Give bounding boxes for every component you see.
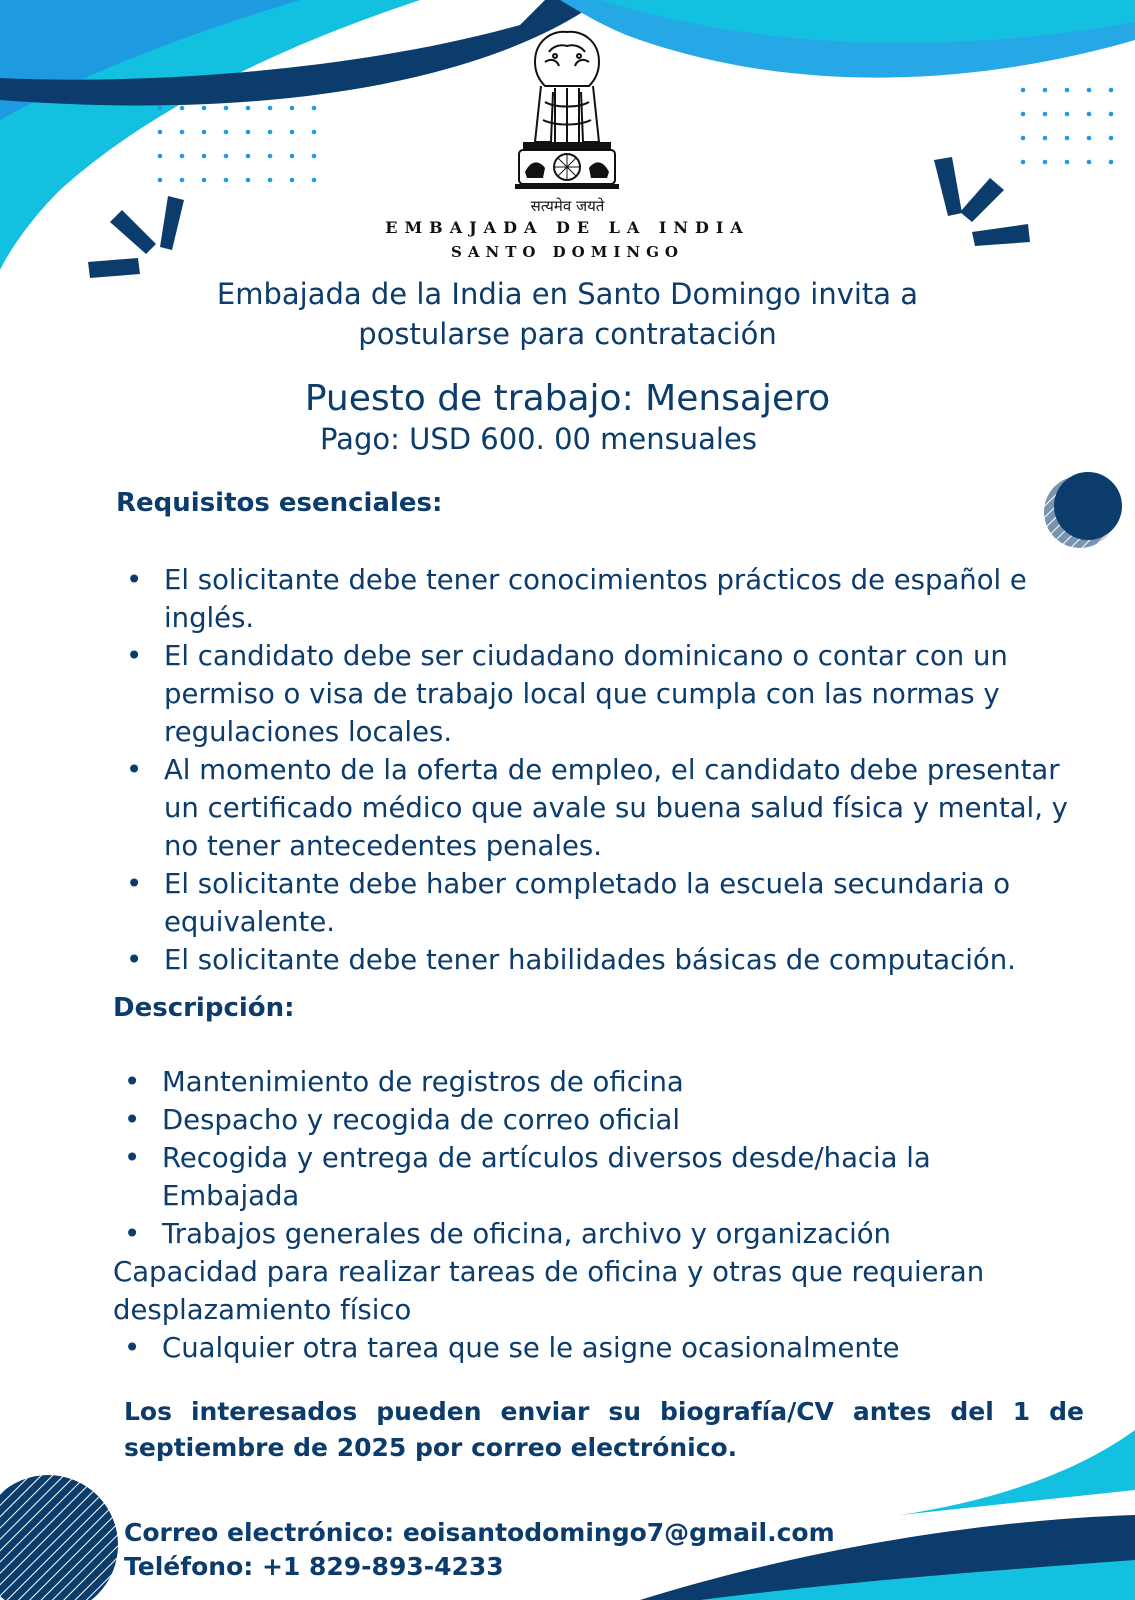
list-item: • Trabajos generales de oficina, archivo y organización <box>162 1215 1062 1253</box>
job-title: Puesto de trabajo: Mensajero <box>304 378 831 419</box>
contact-phone[interactable]: Teléfono: +1 829-893-4233 <box>124 1552 504 1581</box>
list-item: • El solicitante debe tener habilidades básicas de computación. <box>164 941 1069 979</box>
pay-info: Pago: USD 600. 00 mensuales <box>320 422 757 456</box>
requirements-heading: Requisitos esenciales: <box>116 488 443 518</box>
list-item: • El solicitante debe tener conocimientos prácticos de español e inglés. <box>164 561 1069 637</box>
list-item: • El candidato debe ser ciudadano dominicano o contar con un permiso o visa de trabajo local que cumpla con las normas y regulaciones locales. <box>164 637 1069 751</box>
requirements-list <box>164 561 1069 979</box>
description-heading: Descripción: <box>113 993 295 1023</box>
contact-email[interactable]: Correo electrónico: eoisantodomingo7@gmail.com <box>124 1518 835 1547</box>
list-item: • Cualquier otra tarea que se le asigne ocasionalmente <box>162 1329 1062 1367</box>
call-to-action: Los interesados pueden enviar su biografía/CV antes del 1 de septiembre de 2025 por correo electrónico. <box>124 1397 1084 1462</box>
intro-text: Embajada de la India en Santo Domingo invita a postularse para contratación <box>216 277 919 351</box>
list-item: • Recogida y entrega de artículos diversos desde/hacia la Embajada <box>162 1139 1062 1215</box>
emblem-motto: सत्यमेव जयते <box>530 197 605 215</box>
national-emblem-icon <box>505 22 629 200</box>
list-item: • Despacho y recogida de correo oficial <box>162 1101 1062 1139</box>
description-list <box>113 1063 1062 1367</box>
embassy-city: SANTO DOMINGO <box>451 243 684 261</box>
list-item: • Mantenimiento de registros de oficina <box>162 1063 1062 1101</box>
list-item: • Al momento de la oferta de empleo, el candidato debe presentar un certificado médico que avale su buena salud física y mental, y no tener antecedentes penales. <box>164 751 1069 865</box>
list-item: Capacidad para realizar tareas de oficina y otras que requieran desplazamiento físico <box>113 1256 985 1326</box>
embassy-name: EMBAJADA DE LA INDIA <box>385 218 750 237</box>
list-item: • El solicitante debe haber completado la escuela secundaria o equivalente. <box>164 865 1069 941</box>
